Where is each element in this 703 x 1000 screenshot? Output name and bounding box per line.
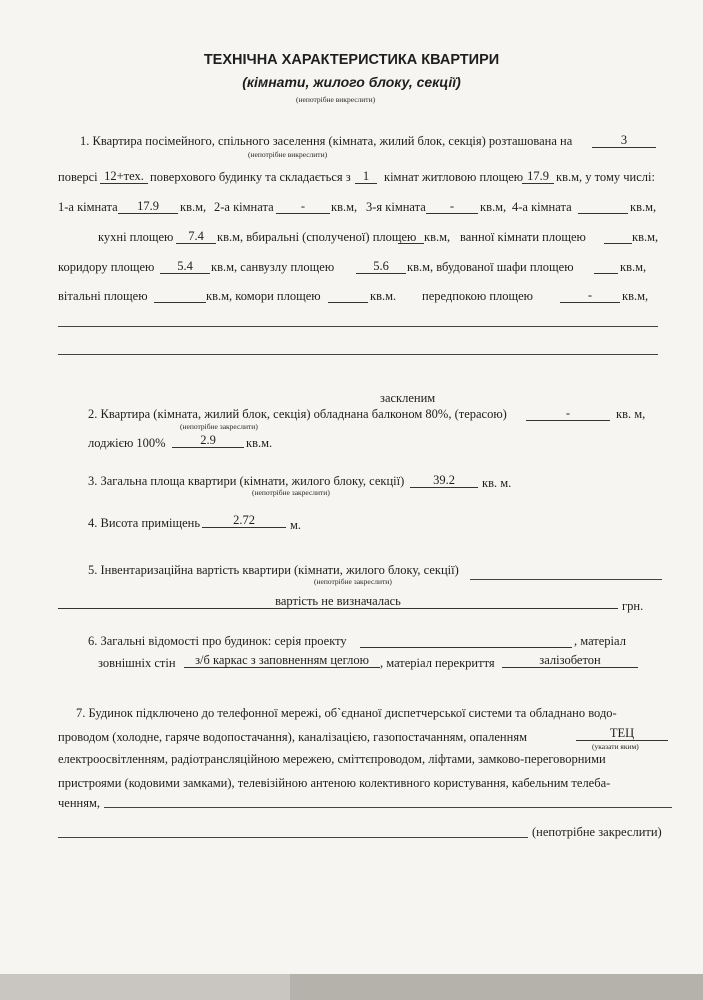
corridor-unit: кв.м, санвузлу площею bbox=[211, 260, 335, 274]
floor-field[interactable]: 3 bbox=[592, 134, 656, 148]
s1-note: (непотрібне викреслити) bbox=[248, 150, 328, 159]
room4-field[interactable] bbox=[578, 200, 628, 214]
s7-note: (непотрібне закреслити) bbox=[532, 825, 662, 839]
room3-unit: кв.м, bbox=[480, 200, 507, 214]
s7-line5: ченням, bbox=[58, 796, 100, 810]
blank-line bbox=[58, 326, 658, 327]
closet-field[interactable] bbox=[594, 260, 618, 274]
kitchen-label: кухні площею bbox=[98, 230, 174, 244]
room2-field[interactable]: - bbox=[276, 200, 330, 214]
s5-line1: 5. Інвентаризаційна вартість квартири (кімнати, жилого блоку, секції) bbox=[88, 563, 459, 577]
room2-label: 2-а кімната bbox=[214, 200, 274, 214]
lobby-field[interactable] bbox=[154, 289, 206, 303]
storage-field[interactable] bbox=[328, 289, 368, 303]
sanitary-unit: кв.м, вбудованої шафи площею bbox=[407, 260, 574, 274]
s3-note: (непотрібне закреслити) bbox=[252, 488, 330, 497]
rooms-field[interactable]: 1 bbox=[355, 170, 377, 184]
total-area-field[interactable]: 39.2 bbox=[410, 474, 478, 488]
blank-line bbox=[58, 354, 658, 355]
value-line bbox=[470, 579, 662, 580]
sanitary-field[interactable]: 5.6 bbox=[356, 260, 406, 274]
room2-unit: кв.м, bbox=[331, 200, 358, 214]
floors-field[interactable]: залізобетон bbox=[502, 654, 638, 668]
loggia-label: лоджією 100% bbox=[88, 436, 166, 450]
room3-field[interactable]: - bbox=[426, 200, 478, 214]
title-note: (непотрібне викреслити) bbox=[296, 95, 376, 104]
floor-label: поверсі bbox=[58, 170, 98, 184]
lobby-unit: кв.м, комори площею bbox=[206, 289, 321, 303]
rooms-label: кімнат житловою площею bbox=[384, 170, 524, 184]
walls-label: зовнішніх стін bbox=[98, 656, 176, 670]
s6-line1: 6. Загальні відомості про будинок: серія проекту bbox=[88, 634, 347, 648]
document-title: ТЕХНІЧНА ХАРАКТЕРИСТИКА КВАРТИРИ bbox=[203, 52, 500, 68]
balcony-glazed-note: заскленим bbox=[380, 391, 436, 405]
height-unit: м. bbox=[290, 518, 302, 532]
project-series-field[interactable] bbox=[360, 634, 572, 648]
floors-label: , матеріал перекриття bbox=[380, 656, 495, 670]
corridor-field[interactable]: 5.4 bbox=[160, 260, 210, 274]
lobby-label: вітальні площею bbox=[58, 289, 148, 303]
bath-label: ванної кімнати площею bbox=[460, 230, 586, 244]
s2-note: (непотрібне закреслити) bbox=[180, 422, 258, 431]
wc-field[interactable] bbox=[398, 230, 424, 244]
bath-field[interactable] bbox=[604, 230, 632, 244]
hall-unit: кв.м, bbox=[622, 289, 649, 303]
storage-unit: кв.м. bbox=[370, 289, 397, 303]
kitchen-unit: кв.м, вбиральні (сполученої) площею bbox=[217, 230, 417, 244]
tv-line bbox=[104, 807, 672, 808]
wc-unit: кв.м, bbox=[424, 230, 451, 244]
storeys-field[interactable]: 12+тех. bbox=[100, 170, 148, 184]
living-area-unit: кв.м, у тому числі: bbox=[556, 170, 655, 184]
terrace-unit: кв. м, bbox=[616, 407, 646, 421]
page-edge bbox=[0, 974, 703, 1000]
s7-line3: електроосвітленням, радіотрансляційною мережею, сміттєпроводом, ліфтами, замково-переговорними bbox=[58, 752, 606, 766]
total-area-unit: кв. м. bbox=[482, 476, 512, 490]
s6-material-label: , матеріал bbox=[574, 634, 626, 648]
s2-line1: 2. Квартира (кімната, жилий блок, секція) обладнана балконом 80%, (терасою) bbox=[88, 407, 507, 421]
closet-unit: кв.м, bbox=[620, 260, 647, 274]
s7-line1: 7. Будинок підключено до телефонної мережі, об`єднаної диспетчерської системи та обладнано водо- bbox=[76, 706, 617, 720]
inventory-value-unit: грн. bbox=[622, 599, 644, 613]
room4-unit: кв.м, bbox=[630, 200, 657, 214]
hall-field[interactable]: - bbox=[560, 289, 620, 303]
s7-line4: пристроями (кодовими замками), телевізійною антеною колективного користування, кабельним телеба- bbox=[58, 776, 611, 790]
blank-line bbox=[58, 837, 528, 838]
s1-line1: 1. Квартира посімейного, спільного заселення (кімната, жилий блок, секція) розташована на bbox=[80, 134, 573, 148]
walls-field[interactable]: з/б каркас з заповненням цеглою bbox=[184, 654, 380, 668]
heating-field[interactable]: ТЕЦ bbox=[576, 727, 668, 741]
room1-field[interactable]: 17.9 bbox=[118, 200, 178, 214]
s5-note: (непотрібне закреслити) bbox=[314, 577, 392, 586]
terrace-field[interactable]: - bbox=[526, 407, 610, 421]
heating-note: (указати яким) bbox=[592, 742, 639, 751]
living-area-field[interactable]: 17.9 bbox=[522, 170, 554, 184]
s4-label: 4. Висота приміщень bbox=[88, 516, 201, 530]
s7-line2: проводом (холодне, гаряче водопостачання), каналізацією, газопостачанням, опаленням bbox=[58, 730, 527, 744]
document-subtitle: (кімнати, жилого блоку, секції) bbox=[242, 74, 461, 90]
room1-label: 1-а кімната bbox=[58, 200, 118, 214]
bath-unit: кв.м, bbox=[632, 230, 659, 244]
hall-label: передпокою площею bbox=[422, 289, 534, 303]
room4-label: 4-а кімната bbox=[512, 200, 572, 214]
room1-unit: кв.м, bbox=[180, 200, 207, 214]
inventory-value-field[interactable]: вартість не визначалась bbox=[58, 595, 618, 609]
s3-line1: 3. Загальна площа квартири (кімнати, жилого блоку, секції) bbox=[88, 474, 405, 488]
kitchen-field[interactable]: 7.4 bbox=[176, 230, 216, 244]
corridor-label: коридору площею bbox=[58, 260, 155, 274]
height-field[interactable]: 2.72 bbox=[202, 514, 286, 528]
loggia-unit: кв.м. bbox=[246, 436, 273, 450]
storeys-label: поверхового будинку та складається з bbox=[150, 170, 351, 184]
room3-label: 3-я кімната bbox=[366, 200, 426, 214]
loggia-field[interactable]: 2.9 bbox=[172, 434, 244, 448]
